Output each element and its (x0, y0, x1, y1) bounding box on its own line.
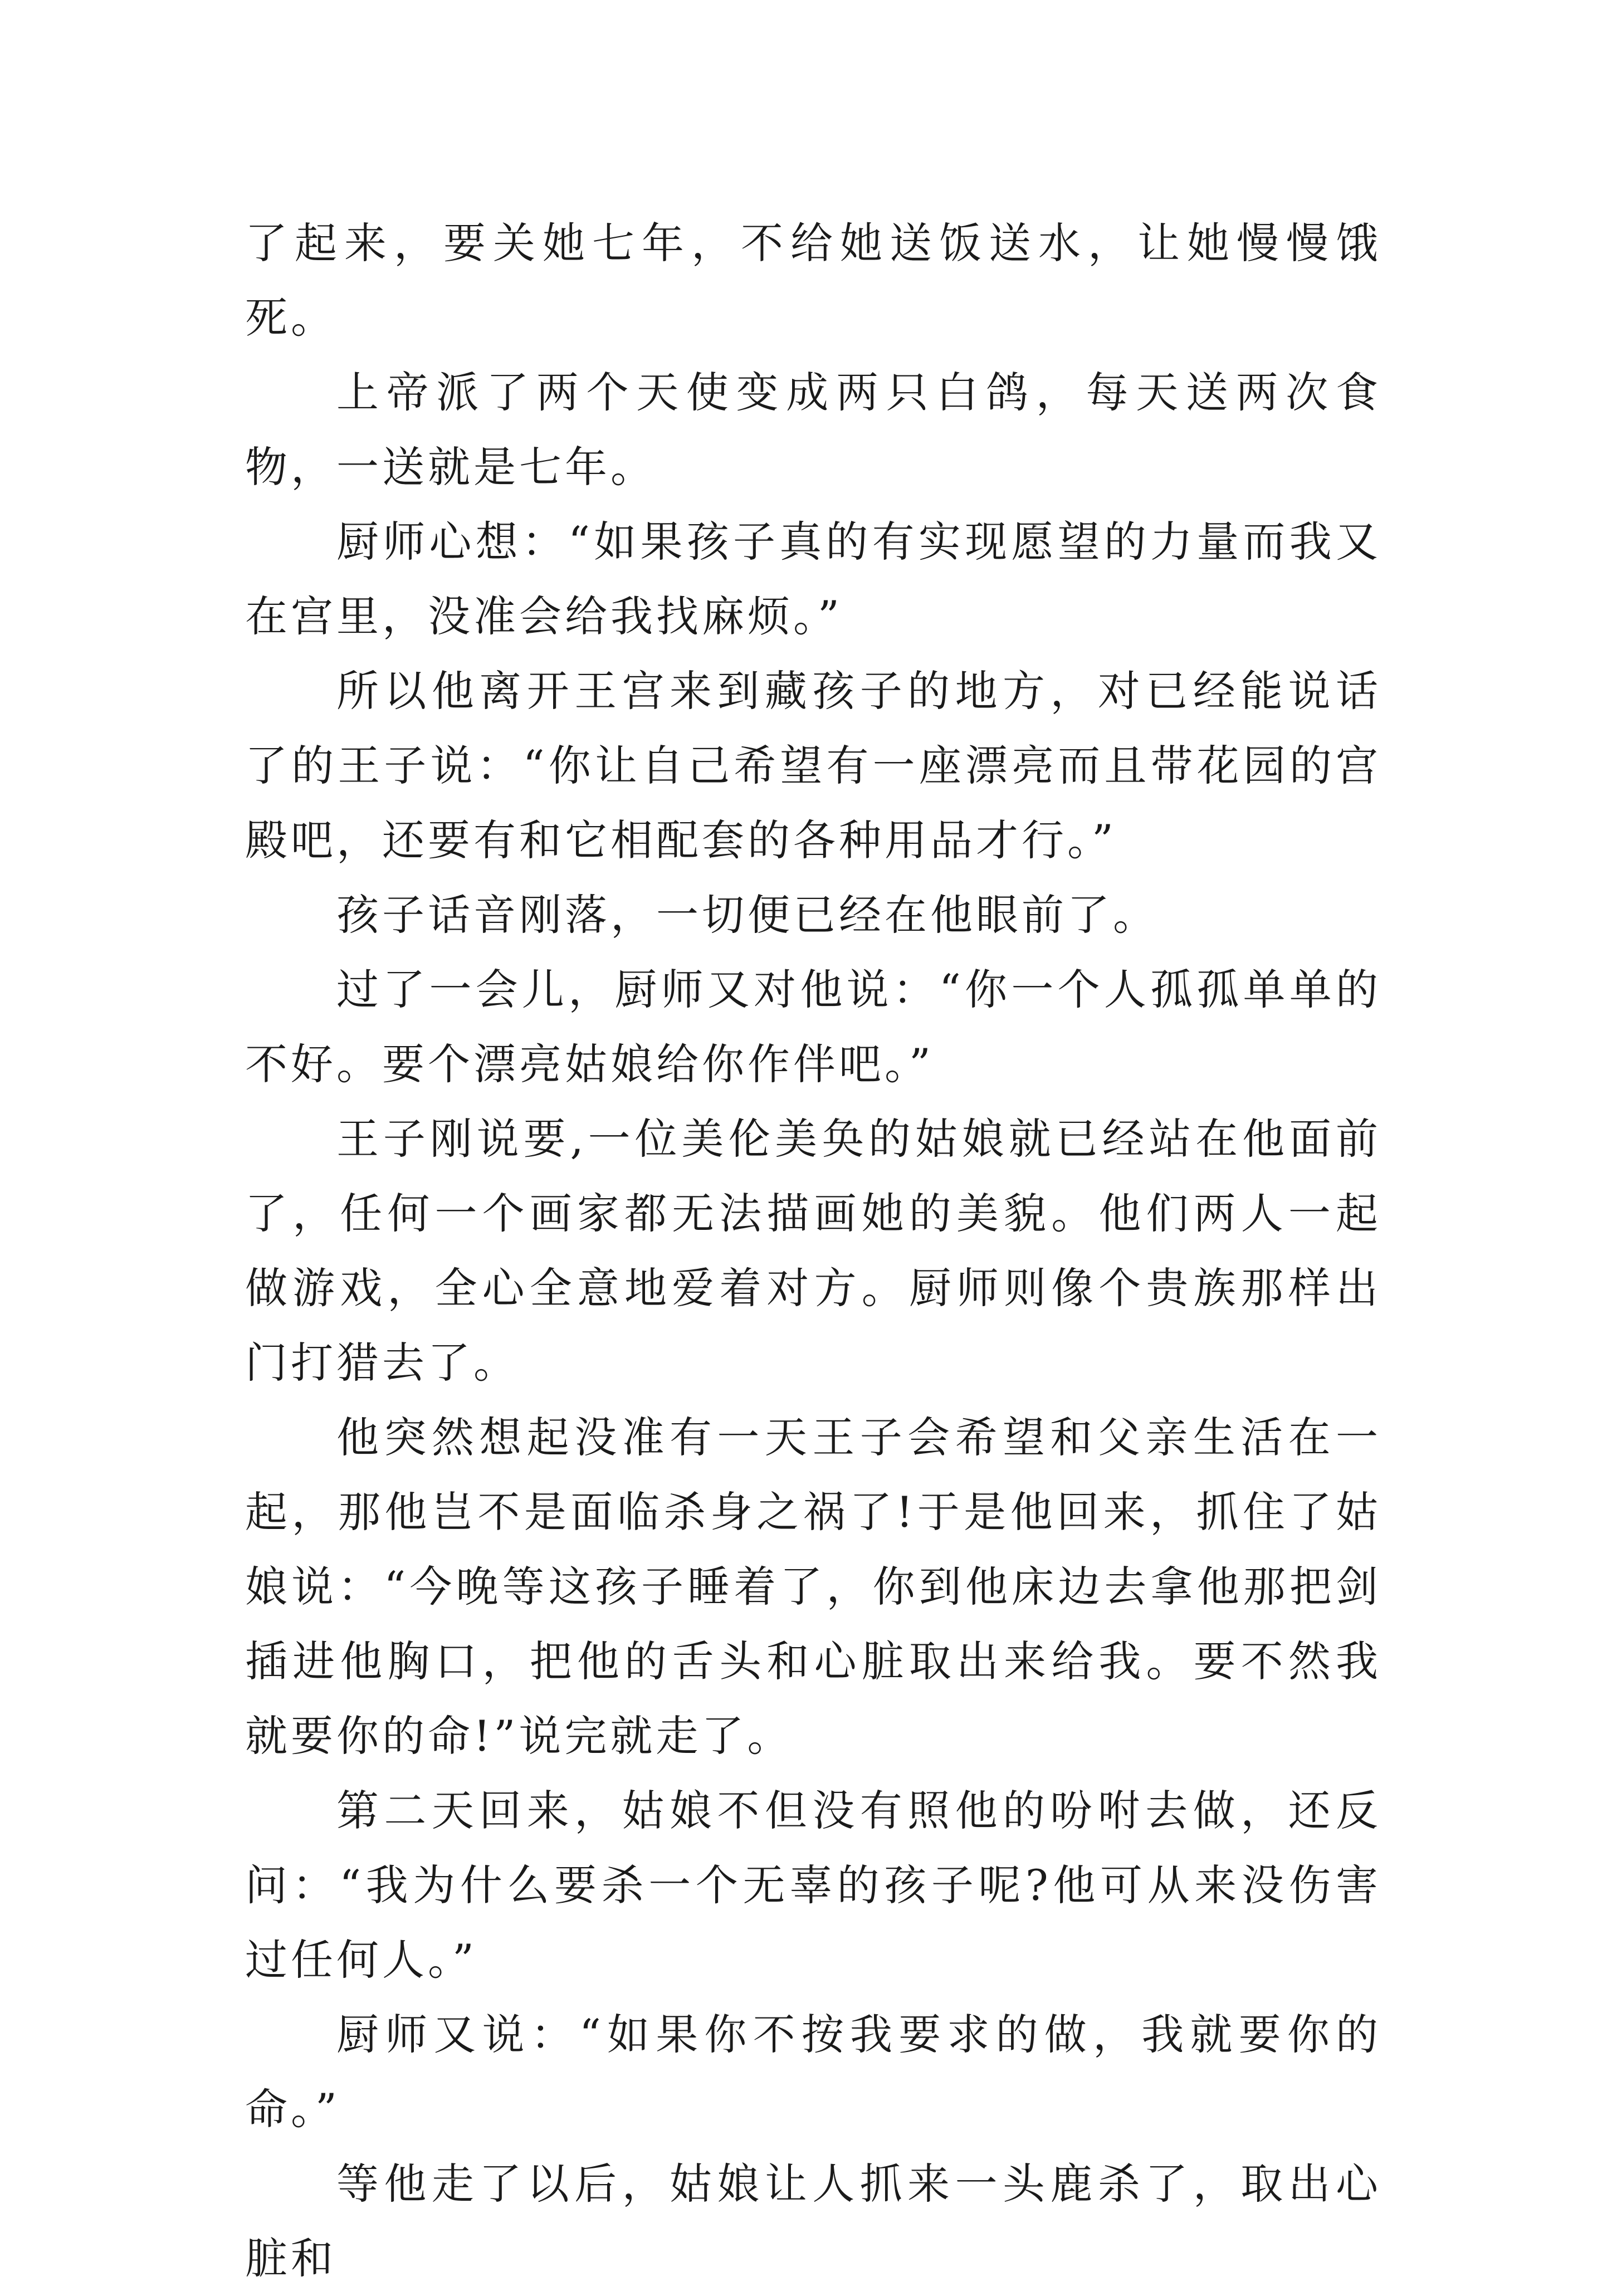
paragraph-3: 厨师心想：“如果孩子真的有实现愿望的力量而我又在宫里，没准会给我找麻烦。” (245, 517, 1381, 641)
paragraph-1: 了起来，要关她七年，不给她送饭送水，让她慢慢饿死。 (245, 218, 1381, 343)
story-text-body (245, 206, 1381, 2296)
paragraph-2: 上帝派了两个天使变成两只白鸽，每天送两次食物，一送就是七年。 (245, 368, 1381, 492)
paragraph-11: 等他走了以后，姑娘让人抓来一头鹿杀了，取出心脏和 (245, 2159, 1381, 2283)
paragraph-9: 第二天回来，姑娘不但没有照他的吩咐去做，还反问：“我为什么要杀一个无辜的孩子呢?他可从来没伤害过任何人。” (245, 1786, 1381, 1985)
paragraph-10: 厨师又说：“如果你不按我要求的做，我就要你的命。” (245, 2010, 1381, 2134)
paragraph-4: 所以他离开王宫来到藏孩子的地方，对已经能说话了的王子说：“你让自己希望有一座漂亮而且带花园的宫殿吧，还要有和它相配套的各种用品才行。” (245, 666, 1381, 865)
paragraph-8: 他突然想起没准有一天王子会希望和父亲生活在一起，那他岂不是面临杀身之祸了!于是他回来，抓住了姑娘说：“今晚等这孩子睡着了，你到他床边去拿他那把剑插进他胸口，把他的舌头和心脏取出来给我。要不然我就要你的命!”说完就走了。 (245, 1413, 1381, 1761)
paragraph-5: 孩子话音刚落，一切便已经在他眼前了。 (336, 890, 1159, 940)
paragraph-6: 过了一会儿，厨师又对他说：“你一个人孤孤单单的不好。要个漂亮姑娘给你作伴吧。” (245, 965, 1381, 1089)
paragraph-7: 王子刚说要,一位美伦美奂的姑娘就已经站在他面前了，任何一个画家都无法描画她的美貌。他们两人一起做游戏，全心全意地爱着对方。厨师则像个贵族那样出门打猎去了。 (245, 1114, 1381, 1388)
